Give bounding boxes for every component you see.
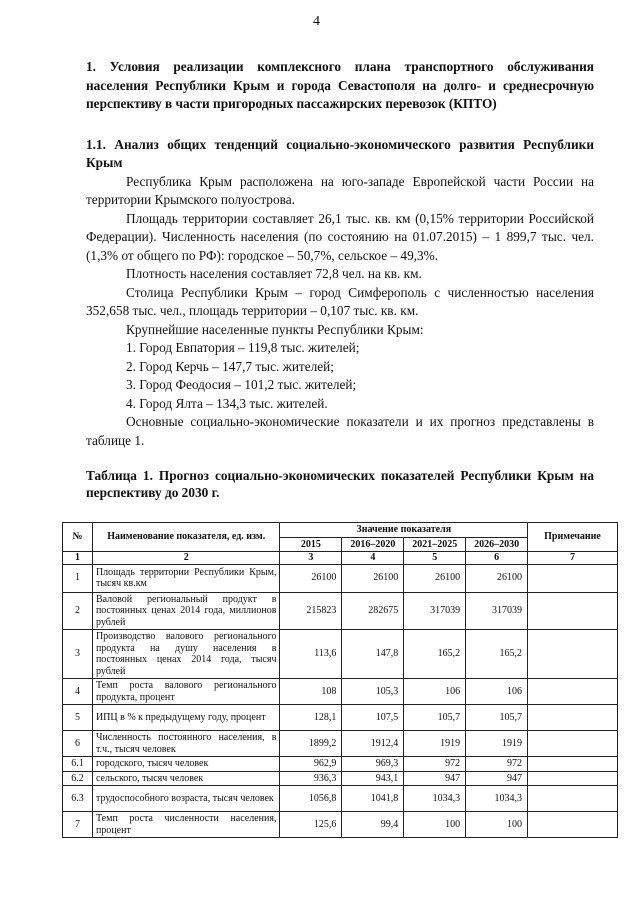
row-number: 6.2 — [63, 771, 93, 786]
indicator-value: 1899,2 — [280, 731, 342, 757]
indicator-value: 972 — [404, 757, 466, 772]
column-number-row — [63, 552, 618, 565]
table-row — [63, 786, 618, 812]
row-note — [528, 630, 618, 679]
indicator-value: 26100 — [342, 564, 404, 592]
city-list-item: 4. Город Ялта – 134,3 тыс. жителей. — [126, 395, 328, 411]
header-value-group: Значение показателя — [280, 523, 528, 538]
row-note — [528, 705, 618, 731]
paragraph: Столица Республики Крым – город Симферополь с численностью населения 352,658 тыс. чел., площадь территории – 0,107 тыс. кв. км. — [86, 284, 594, 318]
indicator-value: 962,9 — [280, 757, 342, 772]
table-row — [63, 771, 618, 786]
row-number: 6.3 — [63, 786, 93, 812]
indicator-value: 100 — [466, 812, 528, 838]
indicator-value: 113,6 — [280, 630, 342, 679]
indicator-value: 108 — [280, 679, 342, 705]
indicator-name: трудоспособного возраста, тысяч человек — [92, 786, 280, 812]
indicator-value: 969,3 — [342, 757, 404, 772]
page-number: 4 — [313, 14, 320, 29]
column-number: 5 — [404, 552, 466, 565]
indicator-value: 100 — [404, 812, 466, 838]
indicator-value: 1041,8 — [342, 786, 404, 812]
table-row — [63, 757, 618, 772]
indicator-value: 107,5 — [342, 705, 404, 731]
indicator-value: 165,2 — [466, 630, 528, 679]
indicator-value: 105,7 — [404, 705, 466, 731]
city-list-item: 3. Город Феодосия – 101,2 тыс. жителей; — [126, 377, 357, 392]
indicator-value: 106 — [466, 679, 528, 705]
table-row — [63, 705, 618, 731]
row-note — [528, 771, 618, 786]
header-note: Примечание — [528, 523, 618, 552]
forecast-table — [62, 522, 618, 838]
indicator-value: 1056,8 — [280, 786, 342, 812]
indicator-value: 105,3 — [342, 679, 404, 705]
indicator-value: 99,4 — [342, 812, 404, 838]
indicator-name: Производство валового регионального продукта на душу населения в постоянных ценах 2014 года, тысяч рублей — [92, 630, 280, 679]
indicator-value: 147,8 — [342, 630, 404, 679]
header-year: 2016–2020 — [342, 537, 404, 552]
indicator-value: 943,1 — [342, 771, 404, 786]
indicator-value: 106 — [404, 679, 466, 705]
indicator-value: 165,2 — [404, 630, 466, 679]
indicator-value: 26100 — [466, 564, 528, 592]
column-number: 2 — [92, 552, 280, 565]
paragraph: Плотность населения составляет 72,8 чел. на кв. км. — [126, 266, 422, 281]
indicator-name: Численность постоянного населения, в т.ч., тысяч человек — [92, 731, 280, 757]
row-note — [528, 679, 618, 705]
indicator-value: 1919 — [404, 731, 466, 757]
row-number: 2 — [63, 592, 93, 630]
row-note — [528, 592, 618, 630]
paragraph: Площадь территории составляет 26,1 тыс. кв. км (0,15% территории Российской Федерации). Численность населения (по состоянию на 01.07.2015) – 1 899,7 тыс. чел. (1,3% от общего по РФ): городское – 50,7%, сельское – 49,3%. — [86, 210, 594, 263]
column-number: 3 — [280, 552, 342, 565]
indicator-value: 282675 — [342, 592, 404, 630]
indicator-value: 125,6 — [280, 812, 342, 838]
row-number: 4 — [63, 679, 93, 705]
header-year: 2021–2025 — [404, 537, 466, 552]
indicator-name: городского, тысяч человек — [92, 757, 280, 772]
table-row — [63, 679, 618, 705]
table-row — [63, 630, 618, 679]
row-note — [528, 731, 618, 757]
subsection-heading: 1.1. Анализ общих тенденций социально-экономического развития Республики Крым — [86, 136, 594, 170]
closing-paragraph: Основные социально-экономические показатели и их прогноз представлены в таблице 1. — [86, 414, 594, 448]
header-num: № — [63, 523, 93, 552]
city-list-item: 2. Город Керчь – 147,7 тыс. жителей; — [126, 358, 334, 374]
row-note — [528, 564, 618, 592]
row-note — [528, 786, 618, 812]
indicator-value: 26100 — [404, 564, 466, 592]
indicator-name: ИПЦ в % к предыдущему году, процент — [92, 705, 280, 731]
table-row — [63, 812, 618, 838]
column-number: 4 — [342, 552, 404, 565]
table-row — [63, 731, 618, 757]
column-number: 7 — [528, 552, 618, 565]
header-year: 2026–2030 — [466, 537, 528, 552]
row-number: 7 — [63, 812, 93, 838]
indicator-value: 215823 — [280, 592, 342, 630]
indicator-value: 317039 — [466, 592, 528, 630]
indicator-name: Площадь территории Республики Крым, тысяч кв.км — [92, 564, 280, 592]
indicator-value: 1919 — [466, 731, 528, 757]
row-number: 5 — [63, 705, 93, 731]
paragraph: Республика Крым расположена на юго-западе Европейской части России на территории Крымского полуострова. — [86, 173, 594, 207]
row-number: 6.1 — [63, 757, 93, 772]
city-list-item: 1. Город Евпатория – 119,8 тыс. жителей; — [126, 340, 360, 355]
indicator-value: 105,7 — [466, 705, 528, 731]
paragraph: Крупнейшие населенные пункты Республики Крым: — [126, 321, 424, 337]
column-number: 1 — [63, 552, 93, 565]
indicator-value: 947 — [404, 771, 466, 786]
indicator-value: 972 — [466, 757, 528, 772]
indicator-value: 317039 — [404, 592, 466, 630]
indicator-value: 1912,4 — [342, 731, 404, 757]
row-number: 6 — [63, 731, 93, 757]
table-row — [63, 592, 618, 630]
indicator-value: 26100 — [280, 564, 342, 592]
header-name: Наименование показателя, ед. изм. — [92, 523, 280, 552]
row-note — [528, 812, 618, 838]
row-number: 1 — [63, 564, 93, 592]
row-note — [528, 757, 618, 772]
indicator-value: 1034,3 — [466, 786, 528, 812]
document-body — [86, 58, 594, 503]
indicator-name: Валовой региональный продукт в постоянных ценах 2014 года, миллионов рублей — [92, 592, 280, 630]
section-heading: 1. Условия реализации комплексного плана транспортного обслуживания населения Республики Крым и города Севастополя на долго- и среднесрочную перспективу в части пригородных пассажирских перевозок (КПТО) — [86, 59, 594, 111]
header-year: 2015 — [280, 537, 342, 552]
indicator-value: 936,3 — [280, 771, 342, 786]
indicator-value: 128,1 — [280, 705, 342, 731]
indicator-name: сельского, тысяч человек — [92, 771, 280, 786]
table-row — [63, 564, 618, 592]
indicator-value: 947 — [466, 771, 528, 786]
indicator-value: 1034,3 — [404, 786, 466, 812]
indicator-name: Темп роста валового регионального продукта, процент — [92, 679, 280, 705]
table-caption: Таблица 1. Прогноз социально-экономических показателей Республики Крым на перспективу до 2030 г. — [86, 468, 594, 500]
row-number: 3 — [63, 630, 93, 679]
indicator-name: Темп роста численности населения, процент — [92, 812, 280, 838]
column-number: 6 — [466, 552, 528, 565]
